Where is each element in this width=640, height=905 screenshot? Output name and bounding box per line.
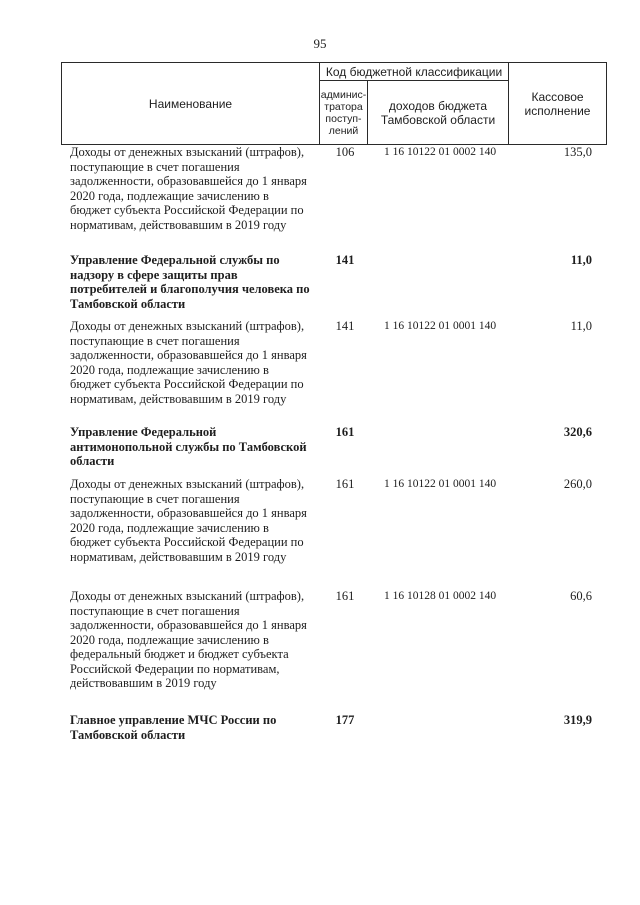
- table-body: [0, 145, 640, 747]
- row-amount: 60,6: [570, 589, 592, 603]
- row-income-code: 1 16 10122 01 0002 140: [383, 146, 497, 158]
- row-name: Доходы от денежных взысканий (штрафов), поступающие в счет погашения задолженности, образовавшейся до 1 января 2020 года, подлежащие зачислению в бюджет субъекта Российской Федерации по нормативам, действовавшим в 2019 году: [70, 319, 307, 406]
- row-amount: 11,0: [570, 319, 592, 333]
- table-row: [0, 319, 640, 425]
- header-name-column: Наименование: [62, 63, 320, 145]
- page-number: 95: [313, 36, 327, 51]
- table-row: [0, 253, 640, 319]
- row-income-code: 1 16 10128 01 0002 140: [383, 590, 497, 602]
- row-name: Управление Федеральной антимонопольной службы по Тамбовской области: [70, 425, 307, 468]
- row-amount: 319,9: [563, 713, 592, 727]
- table-header: [61, 62, 607, 145]
- row-name: Доходы от денежных взысканий (штрафов), поступающие в счет погашения задолженности, образовавшейся до 1 января 2020 года, подлежащие зачислению в бюджет субъекта Российской Федерации по нормативам, действовавшим в 2019 году: [70, 477, 307, 564]
- header-code-group: Код бюджетной классификации: [320, 63, 509, 81]
- row-admin-code: 161: [335, 425, 355, 439]
- row-admin-code: 161: [335, 477, 355, 491]
- row-amount: 11,0: [570, 253, 592, 267]
- table-row: [0, 425, 640, 477]
- header-execution-column: Кассовое исполнение: [509, 63, 607, 145]
- row-amount: 320,6: [563, 425, 592, 439]
- row-admin-code: 141: [335, 253, 355, 267]
- table-row: [0, 589, 640, 713]
- table-row: [0, 477, 640, 589]
- row-admin-code: 141: [335, 319, 355, 333]
- row-amount: 260,0: [563, 477, 592, 491]
- row-amount: 135,0: [563, 145, 592, 159]
- row-name: Управление Федеральной службы по надзору в сфере защиты прав потребителей и благополучия человека по Тамбовской области: [70, 253, 310, 311]
- row-admin-code: 106: [335, 145, 355, 159]
- row-name: Доходы от денежных взысканий (штрафов), поступающие в счет погашения задолженности, образовавшейся до 1 января 2020 года, подлежащие зачислению в федеральный бюджет и бюджет субъекта Российской Федерации по нормативам, действовавшим в 2019 году: [70, 589, 307, 690]
- header-income-column: доходов бюджета Тамбовской области: [368, 81, 509, 145]
- row-name: Доходы от денежных взысканий (штрафов), поступающие в счет погашения задолженности, образовавшейся до 1 января 2020 года, подлежащие зачислению в бюджет субъекта Российской Федерации по нормативам, действовавшим в 2019 году: [70, 145, 307, 232]
- row-admin-code: 177: [335, 713, 355, 727]
- table-row: [0, 713, 640, 747]
- row-income-code: 1 16 10122 01 0001 140: [383, 320, 497, 332]
- table-row: [0, 145, 640, 253]
- row-admin-code: 161: [335, 589, 355, 603]
- row-income-code: 1 16 10122 01 0001 140: [383, 478, 497, 490]
- row-name: Главное управление МЧС России по Тамбовской области: [70, 713, 277, 742]
- header-admin-column: админис-тратора поступ-лений: [320, 81, 368, 145]
